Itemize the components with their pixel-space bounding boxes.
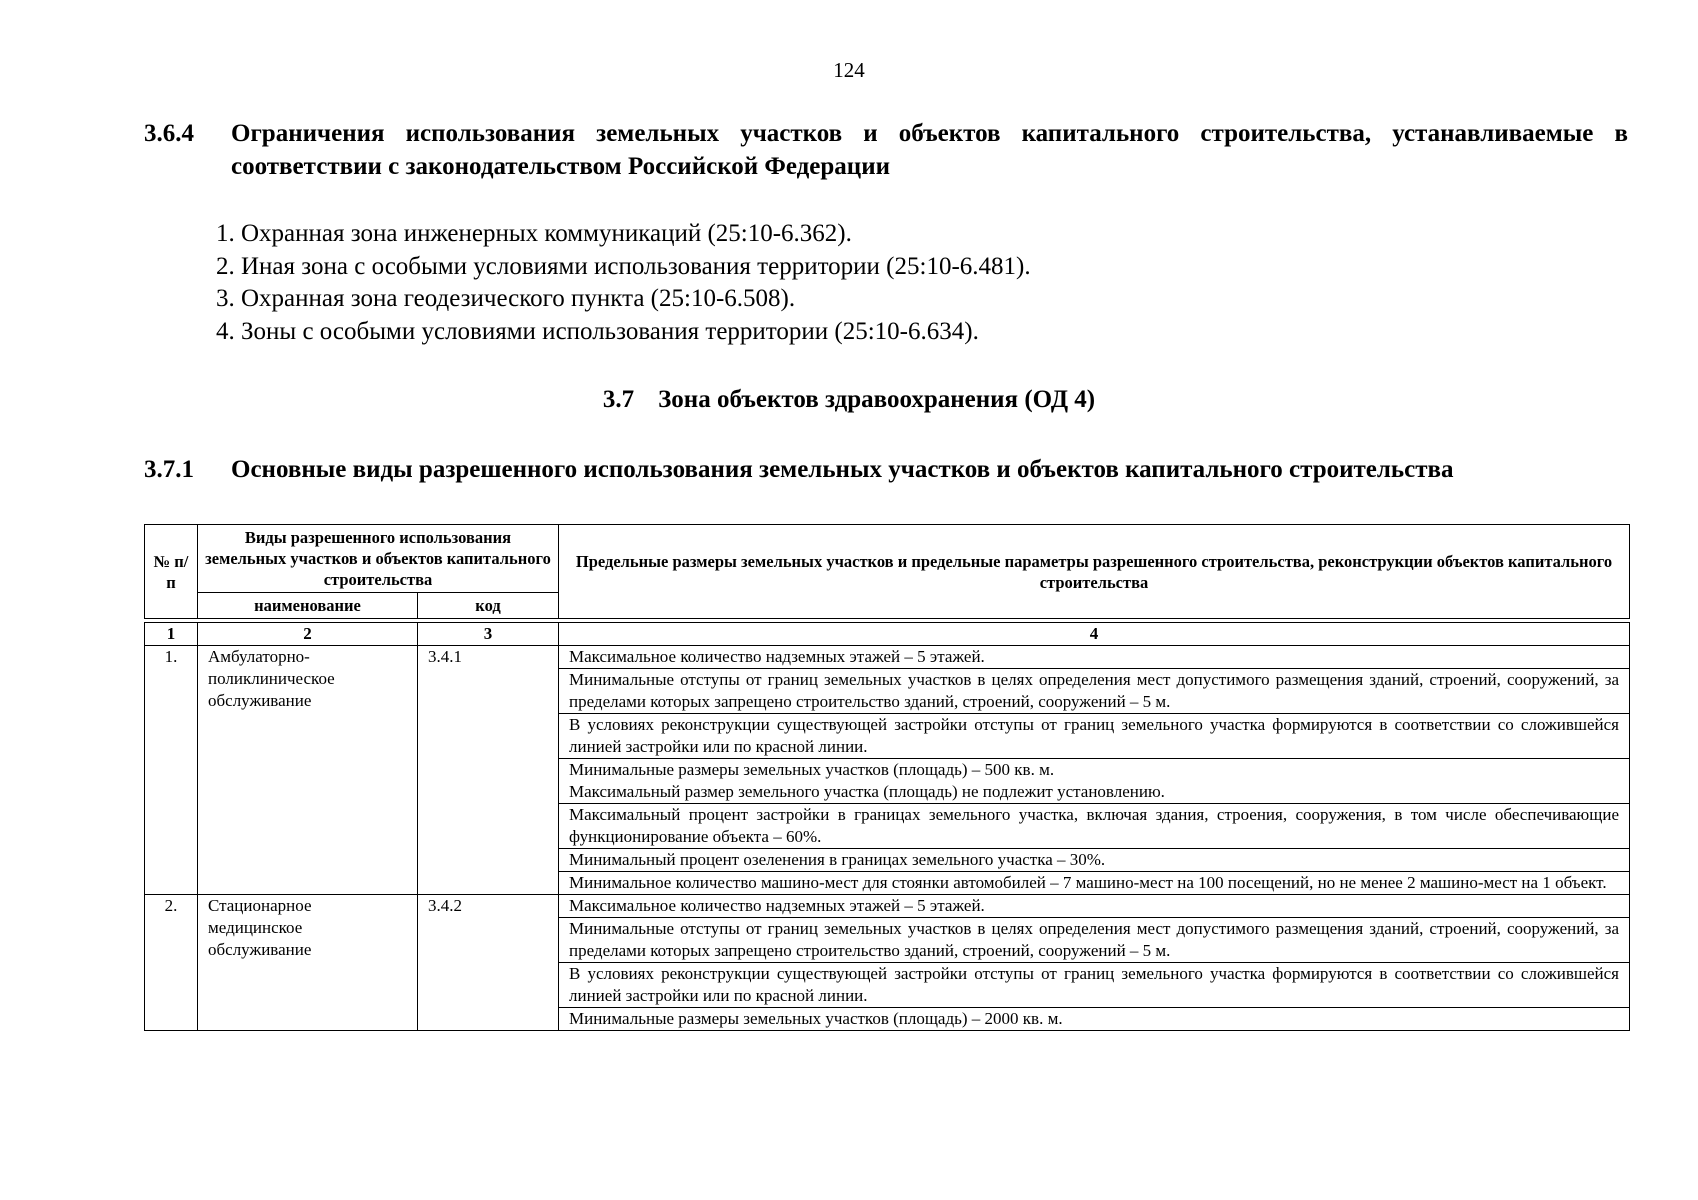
section-title: Основные виды разрешенного использования земельных участков и объектов капитального строительства bbox=[231, 456, 1454, 483]
use-code: 3.4.2 bbox=[418, 895, 559, 1031]
parameter-cell: Минимальное количество машино-мест для стоянки автомобилей – 7 машино-мест на 100 посещений, но не менее 2 машино-мест на 1 объект. bbox=[559, 872, 1630, 895]
col-number: 3 bbox=[418, 623, 559, 646]
section-3-7-heading bbox=[0, 386, 1698, 414]
table-row bbox=[145, 646, 1630, 669]
parameter-line: Максимальный размер земельного участка (площадь) не подлежит установлению. bbox=[569, 782, 1165, 801]
header-types: Виды разрешенного использования земельных участков и объектов капитального строительства bbox=[198, 525, 559, 593]
parameter-line: Минимальные размеры земельных участков (площадь) – 500 кв. м. bbox=[569, 760, 1055, 779]
parameter-cell: Максимальное количество надземных этажей – 5 этажей. bbox=[559, 646, 1630, 669]
parameter-cell: Минимальные отступы от границ земельных участков в целях определения мест допустимого размещения зданий, строений, сооружений, за пределами которых запрещено строительство зданий, строений, сооружений – 5 м. bbox=[559, 918, 1630, 963]
use-name: Стационарное медицинское обслуживание bbox=[198, 895, 418, 1031]
row-number: 2. bbox=[145, 895, 198, 1031]
parameter-cell: Минимальные отступы от границ земельных участков в целях определения мест допустимого размещения зданий, строений, сооружений, за пределами которых запрещено строительство зданий, строений, сооружений – 5 м. bbox=[559, 669, 1630, 714]
header-no: № п/п bbox=[145, 525, 198, 619]
restrictions-list bbox=[216, 218, 1031, 348]
section-number: 3.6.4 bbox=[144, 120, 194, 147]
parameter-cell: Минимальные размеры земельных участков (площадь) – 2000 кв. м. bbox=[559, 1008, 1630, 1031]
col-number: 1 bbox=[145, 623, 198, 646]
list-item: 3. Охранная зона геодезического пункта (25:10-6.508). bbox=[216, 285, 796, 312]
parameter-cell: Минимальный процент озеленения в границах земельного участка – 30%. bbox=[559, 849, 1630, 872]
section-number: 3.7.1 bbox=[144, 456, 194, 483]
header-params: Предельные размеры земельных участков и предельные параметры разрешенного строительства, реконструкции объектов капитального строительства bbox=[559, 525, 1630, 619]
parameter-cell: В условиях реконструкции существующей застройки отступы от границ земельного участка формируются в соответствии со сложившейся линией застройки или по красной линии. bbox=[559, 963, 1630, 1008]
header-code: код bbox=[418, 593, 559, 619]
use-code: 3.4.1 bbox=[418, 646, 559, 895]
page-number: 124 bbox=[833, 58, 865, 82]
column-number-row bbox=[145, 623, 1630, 646]
parameter-cell: В условиях реконструкции существующей застройки отступы от границ земельного участка формируются в соответствии со сложившейся линией застройки или по красной линии. bbox=[559, 714, 1630, 759]
parameter-cell: Максимальное количество надземных этажей – 5 этажей. bbox=[559, 895, 1630, 918]
parameter-cell: Максимальный процент застройки в границах земельного участка, включая здания, строения, сооружения, в том числе обеспечивающие функционирование объекта – 60%. bbox=[559, 804, 1630, 849]
col-number: 4 bbox=[559, 623, 1630, 646]
list-item: 2. Иная зона с особыми условиями использования территории (25:10-6.481). bbox=[216, 252, 1031, 280]
section-title: Зона объектов здравоохранения (ОД 4) bbox=[658, 386, 1096, 413]
section-3-7-1-heading bbox=[144, 456, 1454, 484]
table-row bbox=[145, 895, 1630, 918]
parameter-cell bbox=[559, 759, 1630, 804]
section-number: 3.7 bbox=[602, 386, 635, 413]
use-name: Амбулаторно-поликлиническое обслуживание bbox=[198, 646, 418, 895]
header-name: наименование bbox=[198, 593, 418, 619]
list-item: 4. Зоны с особыми условиями использования территории (25:10-6.634). bbox=[216, 317, 979, 345]
permitted-use-table bbox=[144, 524, 1630, 1031]
row-number: 1. bbox=[145, 646, 198, 895]
list-item: 1. Охранная зона инженерных коммуникаций (25:10-6.362). bbox=[216, 220, 852, 247]
section-3-6-4-heading bbox=[144, 117, 1628, 183]
col-number: 2 bbox=[198, 623, 418, 646]
table-header-row bbox=[145, 525, 1630, 593]
section-title: Ограничения использования земельных участков и объектов капитального строительства, устанавливаемые в соответствии с законодательством Российской Федерации bbox=[231, 120, 1628, 180]
